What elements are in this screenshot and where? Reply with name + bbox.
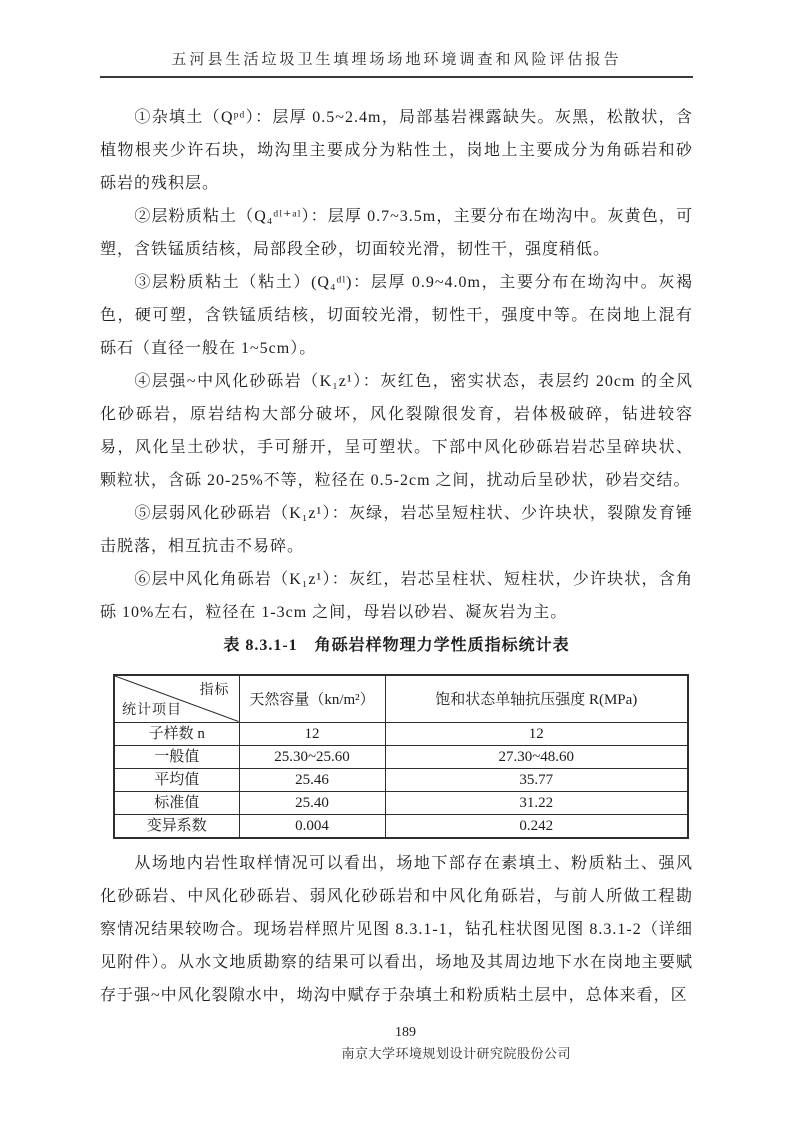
table-cell: 27.30~48.60	[385, 745, 688, 768]
table-row-variation-coefficient	[114, 814, 688, 838]
column-header-natural-capacity: 天然容量（kn/m²）	[239, 675, 385, 722]
table-cell: 0.242	[385, 814, 688, 838]
table-cell: 35.77	[385, 768, 688, 791]
table-caption: 表 8.3.1-1 角砾岩样物理力学性质指标统计表	[223, 637, 570, 654]
table-corner-cell	[114, 675, 239, 722]
report-title: 五河县生活垃圾卫生填埋场场地环境调查和风险评估报告	[171, 52, 622, 68]
page-number: 189	[395, 1024, 416, 1040]
table-row-average-value	[114, 768, 688, 791]
document-body	[100, 78, 693, 1062]
row-label: 平均值	[114, 768, 239, 791]
paragraph-layer-3: ③层粉质粘土（粘土）(Q₄ᵈˡ)：层厚 0.9~4.0m，主要分布在坳沟中。灰褐色，硬可塑，含铁锰质结核，切面较光滑，韧性干，强度中等。在岗地上混有砾石（直径一般在 1~5cm）。	[100, 274, 693, 357]
table-row-general-value	[114, 745, 688, 768]
table-header-row	[114, 675, 688, 722]
table-cell: 0.004	[239, 814, 385, 838]
table-cell: 12	[385, 722, 688, 745]
footer-company-name: 南京大学环境规划设计研究院股份公司	[341, 1045, 571, 1061]
paragraph-layer-2: ②层粉质粘土（Q₄ᵈˡ⁺ᵃˡ）：层厚 0.7~3.5m，主要分布在坳沟中。灰黄色，可塑，含铁锰质结核，局部段全砂，切面较光滑，韧性干，强度稍低。	[100, 208, 693, 258]
paragraph-layer-1: ①杂填土（Qᵖᵈ）：层厚 0.5~2.4m，局部基岩裸露缺失。灰黑，松散状，含植物根夹少许石块，坳沟里主要成分为粘性土，岗地上主要成分为角砾岩和砂砾岩的残积层。	[100, 109, 693, 192]
table-cell: 25.40	[239, 791, 385, 814]
row-label: 子样数 n	[114, 722, 239, 745]
column-header-saturated-strength: 饱和状态单轴抗压强度 R(MPa)	[385, 675, 688, 722]
table-cell: 31.22	[385, 791, 688, 814]
table-row-standard-value	[114, 791, 688, 814]
row-label: 变异系数	[114, 814, 239, 838]
row-label: 标准值	[114, 791, 239, 814]
table-cell: 12	[239, 722, 385, 745]
paragraph-summary: 从场地内岩性取样情况可以看出，场地下部存在素填土、粉质粘土、强风化砂砾岩、中风化砂砾岩、弱风化砂砾岩和中风化角砾岩，与前人所做工程勘察情况结果较吻合。现场岩样照片见图 8.3.1-1，钻孔柱状图见图 8.3.1-2（详细见附件）。从水文地质勘察的结果可以看出，场地及其周边地下水在岗地主要赋存于强~中风化裂隙水中，坳沟中赋存于杂填土和粉质粘土层中，总体来看，区	[100, 854, 693, 1004]
corner-bottom-label: 统计项目	[122, 702, 182, 718]
statistics-table	[113, 674, 689, 839]
page-header	[100, 0, 693, 78]
row-label: 一般值	[114, 745, 239, 768]
page-footer	[100, 1025, 693, 1062]
table-row-sample-count	[114, 722, 688, 745]
table-cell: 25.30~25.60	[239, 745, 385, 768]
paragraph-layer-5: ⑤层弱风化砂砾岩（K₁z¹）：灰绿，岩芯呈短柱状、少许块状，裂隙发育锤击脱落，相互抗击不易碎。	[100, 505, 693, 555]
corner-top-label: 指标	[199, 683, 230, 698]
paragraph-layer-6: ⑥层中风化角砾岩（K₁z¹）：灰红，岩芯呈柱状、短柱状，少许块状，含角砾 10%左右，粒径在 1-3cm 之间，母岩以砂岩、凝灰岩为主。	[100, 571, 693, 621]
table-cell: 25.46	[239, 768, 385, 791]
paragraph-layer-4: ④层强~中风化砂砾岩（K₁z¹）：灰红色，密实状态，表层约 20cm 的全风化砂砾岩，原岩结构大部分破坏，风化裂隙很发育，岩体极破碎，钻进较容易，风化呈土砂状，手可掰开，呈可塑状。下部中风化砂砾岩岩芯呈碎块状、颗粒状，含砾 20-25%不等，粒径在 0.5-2cm 之间，扰动后呈砂状，砂岩交结。	[100, 373, 693, 489]
